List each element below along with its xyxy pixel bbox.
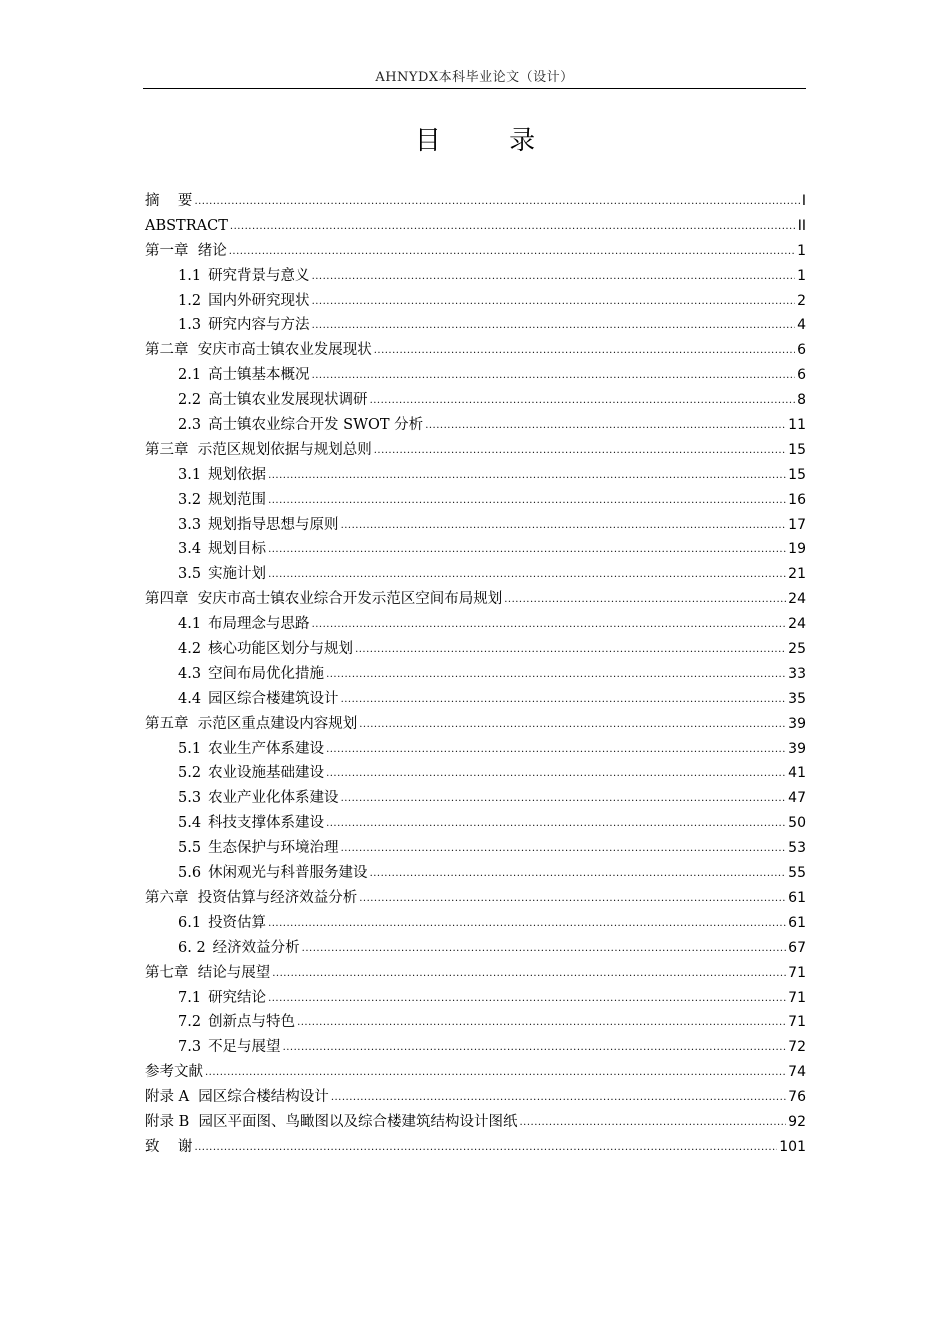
toc-leader-dots [268,563,786,588]
toc-entry-number: 2.2 [178,392,202,409]
toc-entry-title [178,313,310,338]
toc-entry-label: 第七章 结论与展望 [145,964,271,981]
toc-entry[interactable] [145,1085,806,1110]
toc-page-number: 4 [797,317,806,334]
toc-leader-dots [374,339,795,364]
toc-entry[interactable] [145,811,806,836]
toc-page-number: 11 [788,417,806,434]
toc-leader-dots [341,688,787,713]
toc-entry[interactable] [145,637,806,662]
toc-leader-dots [341,514,787,539]
toc-entry-number: 5.2 [178,765,202,782]
toc-entry-number: 3.5 [178,566,202,583]
toc-entry[interactable] [145,189,806,214]
toc-leader-dots [194,1136,777,1161]
toc-entry-label: 第五章 示范区重点建设内容规划 [145,715,358,732]
toc-page-number: 71 [788,964,806,981]
toc-page-number: 24 [788,591,806,608]
toc-entry-title [178,537,266,562]
table-of-contents [145,189,806,1160]
toc-page-number: 47 [788,790,806,807]
toc-leader-dots [374,439,786,464]
toc-entry-title [145,1060,203,1085]
toc-entry[interactable] [145,1110,806,1135]
toc-entry[interactable] [145,786,806,811]
toc-entry-label: 规划依据 [208,466,267,483]
toc-entry-label: 规划指导思想与原则 [208,516,339,533]
toc-entry-label: 附录 A 园区综合楼结构设计 [145,1089,329,1106]
toc-leader-dots [425,414,786,439]
toc-entry-number: 1.1 [178,267,202,284]
toc-entry[interactable] [145,687,806,712]
toc-entry-title [145,338,372,363]
toc-page-number: 41 [788,765,806,782]
toc-leader-dots [504,588,786,613]
toc-page-number: 15 [788,441,806,458]
toc-leader-dots [312,364,796,389]
toc-leader-dots [312,613,787,638]
toc-page-number: 74 [788,1064,806,1081]
toc-page-number: 71 [788,1014,806,1031]
toc-entry[interactable] [145,264,806,289]
toc-entry-title [178,1010,295,1035]
toc-entry-number: 2.3 [178,417,202,434]
toc-page-number: 39 [788,740,806,757]
toc-entry-number: 5.4 [178,815,202,832]
toc-entry-title [178,811,324,836]
header-rule [143,88,806,89]
toc-leader-dots [268,489,786,514]
toc-entry[interactable] [145,313,806,338]
toc-entry-title [178,388,368,413]
toc-page-number: 6 [797,367,806,384]
toc-entry-label: 投资估算 [208,914,267,931]
toc-entry-title [178,836,339,861]
toc-entry-title [178,936,300,961]
toc-entry-title [178,363,310,388]
toc-entry-title [178,687,339,712]
toc-entry-number: 4.1 [178,616,202,633]
toc-entry-title [145,587,502,612]
toc-entry[interactable] [145,712,806,737]
toc-leader-dots [268,464,786,489]
toc-entry-label: ABSTRACT [145,217,228,234]
toc-entry[interactable] [145,363,806,388]
toc-entry-label: 高士镇农业综合开发 SWOT 分析 [208,417,424,434]
toc-leader-dots [268,912,786,937]
toc-entry-label: 核心功能区划分与规划 [208,641,354,658]
toc-entry-title [178,737,324,762]
toc-entry-label: 第四章 安庆市高士镇农业综合开发示范区空间布局规划 [145,591,503,608]
toc-page-number: 24 [788,616,806,633]
toc-leader-dots [268,987,786,1012]
toc-entry[interactable] [145,1060,806,1085]
toc-leader-dots [326,812,786,837]
toc-leader-dots [326,738,786,763]
toc-entry-title [145,214,228,239]
toc-page-number: 61 [788,914,806,931]
toc-entry-title [178,463,266,488]
toc-entry[interactable] [145,836,806,861]
toc-entry-number: 4.2 [178,641,202,658]
toc-page-number: 21 [788,566,806,583]
toc-entry-title [178,264,310,289]
toc-entry[interactable] [145,463,806,488]
toc-entry[interactable] [145,737,806,762]
toc-page-number: 92 [788,1113,806,1130]
toc-entry[interactable] [145,662,806,687]
toc-entry-title [145,1110,517,1135]
toc-entry-number: 1.3 [178,317,202,334]
toc-entry[interactable] [145,562,806,587]
toc-entry-label: 园区综合楼建筑设计 [208,690,339,707]
toc-page-number: 55 [788,865,806,882]
toc-page-number: 61 [788,889,806,906]
toc-leader-dots [370,389,796,414]
toc-leader-dots [359,713,786,738]
toc-entry-title [178,662,324,687]
toc-entry[interactable] [145,861,806,886]
page-title: 目 录 [414,126,566,156]
toc-entry-label: 研究结论 [208,989,267,1006]
toc-entry-label: 农业生产体系建设 [208,740,325,757]
toc-page-number: 1 [797,267,806,284]
toc-entry-label: 布局理念与思路 [208,616,310,633]
toc-entry-title [145,1135,192,1160]
toc-entry[interactable] [145,612,806,637]
toc-leader-dots [359,887,786,912]
toc-leader-dots [302,937,787,962]
toc-leader-dots [341,837,787,862]
toc-entry[interactable] [145,289,806,314]
toc-page-number: 1 [797,242,806,259]
toc-entry[interactable] [145,761,806,786]
toc-page-number: 39 [788,715,806,732]
toc-entry[interactable] [145,986,806,1011]
toc-entry-title [145,712,357,737]
toc-leader-dots [205,1061,786,1086]
toc-page-number: II [797,217,806,234]
toc-entry-label: 创新点与特色 [208,1014,296,1031]
toc-entry-label: 农业设施基础建设 [208,765,325,782]
toc-page-number: 19 [788,541,806,558]
toc-entry[interactable] [145,961,806,986]
toc-leader-dots [355,638,786,663]
toc-leader-dots [297,1011,786,1036]
toc-entry-number: 6. 2 [178,939,206,956]
toc-entry-label: 科技支撑体系建设 [208,815,325,832]
toc-entry-label: 致 谢 [145,1138,193,1155]
toc-entry[interactable] [145,936,806,961]
toc-entry-number: 4.3 [178,665,202,682]
toc-entry[interactable] [145,438,806,463]
toc-entry-label: 第三章 示范区规划依据与规划总则 [145,441,372,458]
toc-entry-title [178,1035,281,1060]
toc-entry[interactable] [145,1035,806,1060]
toc-leader-dots [370,862,787,887]
toc-page-number: 33 [788,665,806,682]
toc-entry-title [178,289,310,314]
toc-entry[interactable] [145,239,806,264]
toc-entry-number: 7.1 [178,989,202,1006]
toc-leader-dots [331,1086,786,1111]
toc-leader-dots [229,240,795,265]
toc-entry-number: 5.1 [178,740,202,757]
toc-page-number: 67 [788,939,806,956]
toc-entry-number: 4.4 [178,690,202,707]
toc-page-number: 71 [788,989,806,1006]
toc-leader-dots [312,314,796,339]
toc-leader-dots [312,290,796,315]
toc-entry-number: 5.6 [178,865,202,882]
toc-leader-dots [283,1036,787,1061]
toc-entry-label: 摘 要 [145,193,193,209]
toc-entry-label: 空间布局优化措施 [208,665,325,682]
toc-entry-label: 第一章 绪论 [145,242,227,259]
toc-entry-number: 7.2 [178,1014,202,1031]
toc-leader-dots [268,538,786,563]
toc-entry-label: 经济效益分析 [212,939,300,956]
toc-entry-title [178,911,266,936]
toc-entry[interactable] [145,388,806,413]
toc-entry-number: 3.1 [178,466,202,483]
toc-entry[interactable] [145,537,806,562]
toc-entry-title [178,986,266,1011]
toc-entry-label: 第二章 安庆市高士镇农业发展现状 [145,342,372,359]
toc-page-number: I [801,193,806,209]
toc-leader-dots [341,787,787,812]
toc-page-number: 2 [797,292,806,309]
toc-entry-label: 规划范围 [208,491,267,508]
toc-page-number: 17 [788,516,806,533]
toc-leader-dots [326,663,786,688]
toc-leader-dots [194,190,799,215]
toc-entry-title [178,488,266,513]
toc-entry-number: 1.2 [178,292,202,309]
toc-entry-number: 6.1 [178,914,202,931]
toc-entry[interactable] [145,338,806,363]
toc-entry-title [178,413,423,438]
toc-entry-label: 附录 B 园区平面图、鸟瞰图以及综合楼建筑结构设计图纸 [145,1113,518,1130]
toc-entry-label: 研究内容与方法 [208,317,310,334]
toc-entry-title [178,612,310,637]
toc-entry-label: 实施计划 [208,566,267,583]
toc-entry[interactable] [145,214,806,239]
toc-entry-number: 5.5 [178,840,202,857]
toc-entry[interactable] [145,488,806,513]
toc-entry-label: 高士镇基本概况 [208,367,310,384]
toc-page-number: 15 [788,466,806,483]
toc-entry[interactable] [145,1010,806,1035]
page-header: AHNYDX本科毕业论文（设计） [375,70,574,85]
toc-page-number: 16 [788,491,806,508]
toc-page-number: 53 [788,840,806,857]
toc-entry-title [178,761,324,786]
toc-entry-title [145,1085,329,1110]
toc-entry-label: 高士镇农业发展现状调研 [208,392,368,409]
toc-entry-title [178,861,368,886]
toc-entry-title [145,886,357,911]
toc-entry-title [178,786,339,811]
toc-entry[interactable] [145,1135,806,1160]
toc-entry-label: 农业产业化体系建设 [208,790,339,807]
toc-entry[interactable] [145,886,806,911]
toc-entry-label: 研究背景与意义 [208,267,310,284]
toc-entry-title [145,438,372,463]
toc-entry-label: 休闲观光与科普服务建设 [208,865,368,882]
toc-entry-label: 规划目标 [208,541,267,558]
toc-entry-label: 国内外研究现状 [208,292,310,309]
toc-entry-number: 5.3 [178,790,202,807]
toc-leader-dots [272,962,786,987]
toc-page-number: 72 [788,1039,806,1056]
toc-entry-number: 2.1 [178,367,202,384]
toc-entry[interactable] [145,513,806,538]
toc-leader-dots [519,1111,786,1136]
toc-entry-number: 3.2 [178,491,202,508]
toc-entry-title [145,961,270,986]
toc-entry-number: 3.3 [178,516,202,533]
toc-entry-label: 不足与展望 [208,1039,281,1056]
toc-page-number: 101 [779,1138,806,1155]
toc-page-number: 25 [788,641,806,658]
toc-entry-title [145,239,227,264]
toc-entry-label: 参考文献 [145,1064,203,1081]
toc-page-number: 6 [797,342,806,359]
toc-entry[interactable] [145,911,806,936]
toc-entry-title [145,189,192,214]
toc-entry-title [178,513,339,538]
toc-page-number: 35 [788,690,806,707]
toc-entry-title [178,637,353,662]
toc-entry-label: 生态保护与环境治理 [208,840,339,857]
toc-leader-dots [230,215,796,240]
toc-leader-dots [326,762,786,787]
toc-entry-number: 7.3 [178,1039,202,1056]
toc-entry[interactable] [145,413,806,438]
toc-page-number: 8 [797,392,806,409]
toc-entry[interactable] [145,587,806,612]
toc-page-number: 50 [788,815,806,832]
toc-entry-label: 第六章 投资估算与经济效益分析 [145,889,358,906]
toc-page-number: 76 [788,1089,806,1106]
toc-entry-title [178,562,266,587]
toc-entry-number: 3.4 [178,541,202,558]
toc-leader-dots [312,265,796,290]
